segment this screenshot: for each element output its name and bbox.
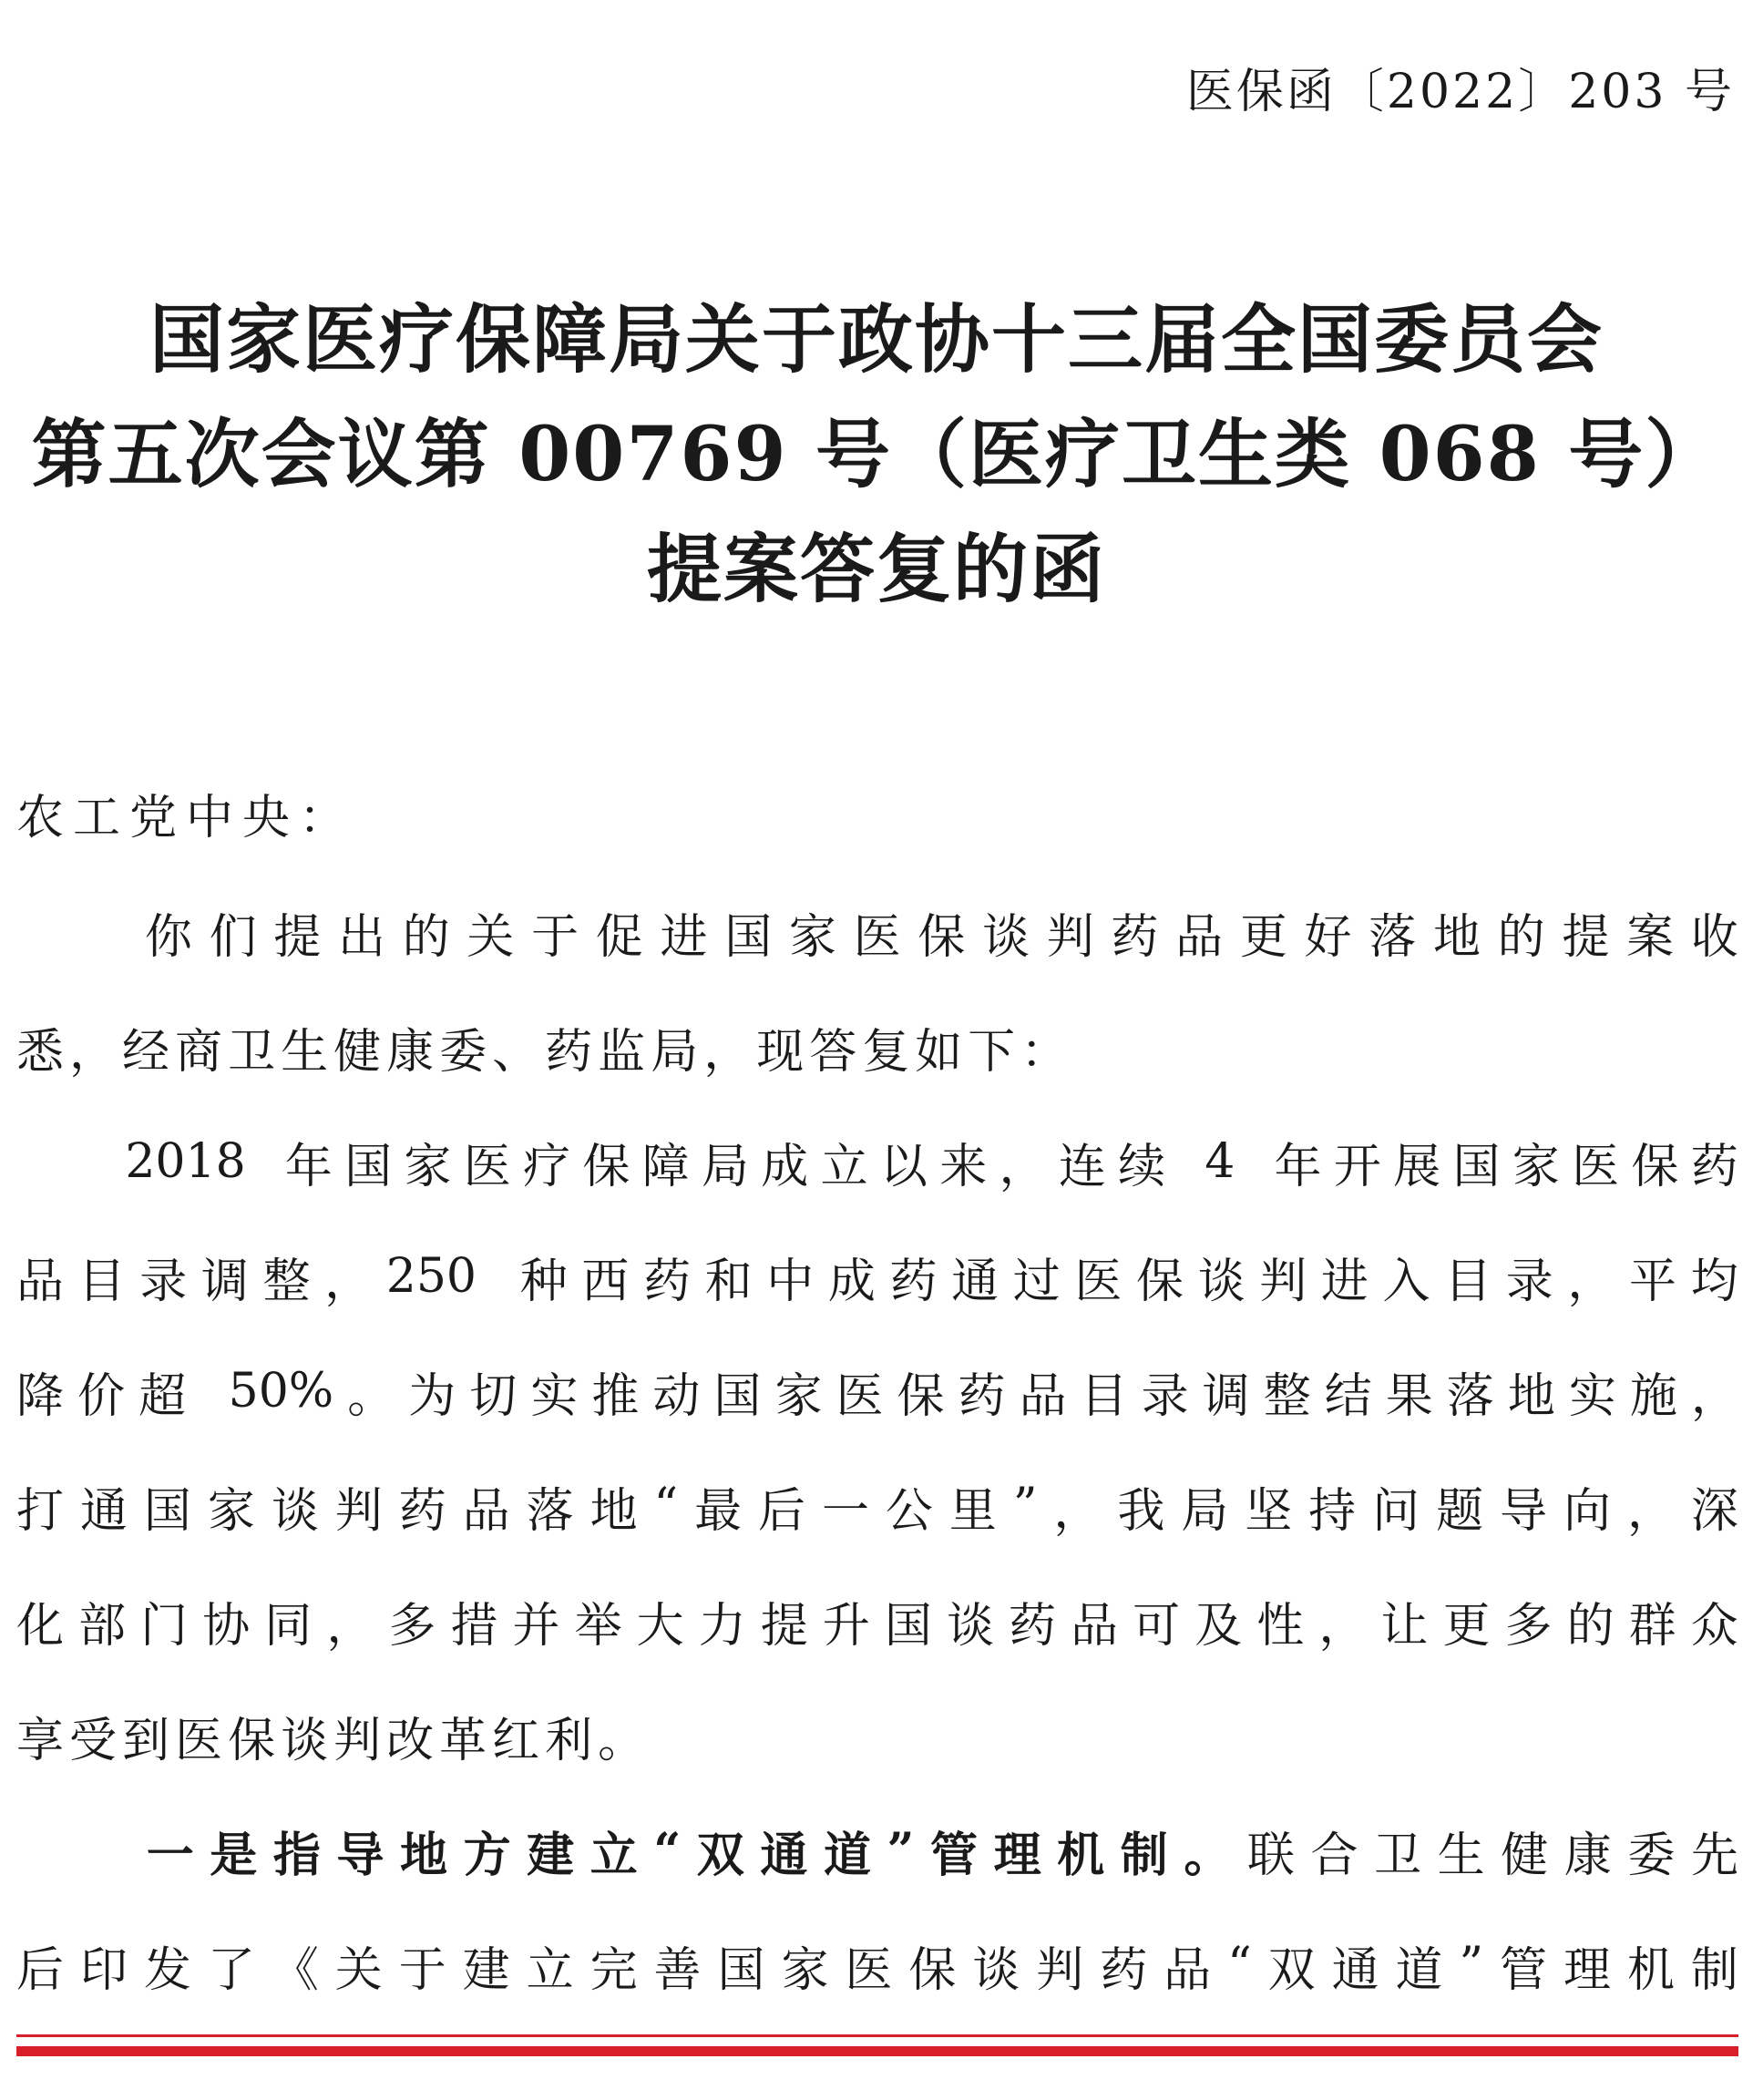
text-char: 品	[16, 1254, 65, 1309]
body-line	[16, 989, 1738, 1104]
text-char: 理	[1563, 1942, 1611, 1998]
text-char	[44, 1134, 59, 1189]
bold-heading-char: 立	[589, 1827, 638, 1883]
text-char: 让	[1380, 1598, 1429, 1654]
text-char: 谈	[281, 1713, 334, 1768]
text-char: 国	[1452, 1139, 1501, 1194]
text-char: 下	[968, 1024, 1021, 1080]
text-char: 案	[1626, 909, 1675, 965]
text-char: 家	[774, 1368, 823, 1424]
text-char: 群	[1628, 1598, 1676, 1654]
body-line	[16, 1334, 1738, 1449]
text-char: 化	[16, 1598, 65, 1654]
text-char	[1247, 1134, 1263, 1189]
text-char: 通	[79, 1483, 128, 1539]
text-char: 目	[1080, 1368, 1128, 1424]
text-char: ，	[703, 1024, 757, 1080]
text-char: 提	[1562, 909, 1610, 965]
text-char: 大	[636, 1598, 684, 1654]
text-char: 通	[951, 1254, 1000, 1309]
text-char: 提	[760, 1598, 808, 1654]
bold-heading-char: ”	[887, 1822, 915, 1879]
bold-heading-char: 道	[823, 1827, 871, 1883]
text-char: 了	[207, 1942, 255, 1998]
bold-heading-char: 是	[210, 1827, 258, 1883]
text-char: 受	[69, 1713, 123, 1768]
text-char	[97, 1134, 113, 1189]
text-char: 措	[450, 1598, 498, 1654]
body-line	[16, 1793, 1738, 1908]
text-char: 医	[1074, 1254, 1123, 1309]
text-char	[16, 1134, 32, 1189]
text-char: 家	[1512, 1139, 1560, 1194]
text-char: 举	[574, 1598, 622, 1654]
text-char: 调	[1202, 1368, 1250, 1424]
text-char: 录	[1505, 1254, 1553, 1309]
text-char: 续	[1118, 1139, 1166, 1194]
text-char: 药	[643, 1254, 692, 1309]
text-char: 复	[862, 1024, 916, 1080]
text-char: 品	[462, 1483, 510, 1539]
text-char: 一	[821, 1483, 869, 1539]
bold-heading-char	[49, 1823, 66, 1879]
text-char: 门	[140, 1598, 189, 1654]
text-char: 更	[1442, 1598, 1491, 1654]
text-char: 后	[758, 1483, 806, 1539]
text-char: 进	[1320, 1254, 1369, 1309]
text-char: 保	[1136, 1254, 1184, 1309]
text-char: 深	[1690, 1483, 1738, 1539]
text-char: 健	[333, 1024, 387, 1080]
text-char: 多	[388, 1598, 436, 1654]
text-char: 关	[466, 909, 515, 965]
text-char: 联	[1246, 1828, 1295, 1883]
text-char: 题	[1436, 1483, 1484, 1539]
text-char: 协	[202, 1598, 251, 1654]
text-char: 国	[717, 1942, 765, 1998]
text-char: 均	[1690, 1254, 1738, 1309]
text-char: 的	[1497, 909, 1545, 965]
text-char: 家	[404, 1139, 452, 1194]
text-char: 康	[386, 1024, 440, 1080]
text-char: 于	[398, 1942, 446, 1998]
text-char: 享	[16, 1713, 70, 1768]
bold-heading-char: 通	[760, 1827, 808, 1883]
text-char: 部	[78, 1598, 127, 1654]
text-char: 降	[16, 1368, 65, 1424]
text-char: 如	[915, 1024, 969, 1080]
text-char	[48, 905, 64, 959]
text-char: 实	[530, 1368, 579, 1424]
text-char: 管	[1500, 1942, 1548, 1998]
text-char: 2018	[125, 1134, 246, 1189]
text-char: 谈	[271, 1483, 319, 1539]
text-char: ：	[1020, 1024, 1074, 1080]
text-char: 同	[264, 1598, 313, 1654]
bold-heading-char: 一	[146, 1827, 194, 1883]
text-char: 问	[1372, 1483, 1420, 1539]
text-char: 家	[207, 1483, 255, 1539]
text-char: 目	[1444, 1254, 1492, 1309]
text-char: 你	[144, 909, 192, 965]
text-char: 局	[651, 1024, 704, 1080]
text-char: 障	[641, 1139, 690, 1194]
bold-heading-char: “	[653, 1822, 682, 1879]
text-char: 公	[885, 1483, 933, 1539]
text-char: 《	[271, 1942, 319, 1998]
text-char: ”	[1459, 1938, 1484, 1992]
text-char: 成	[761, 1139, 809, 1194]
text-char: 药	[958, 1368, 1006, 1424]
text-char: 局	[701, 1139, 749, 1194]
text-char: ，	[1626, 1483, 1675, 1539]
text-char: 整	[262, 1254, 311, 1309]
text-char: 药	[1100, 1942, 1148, 1998]
text-char: 目	[77, 1254, 126, 1309]
text-char: 落	[1369, 909, 1417, 965]
text-char: 可	[1133, 1598, 1181, 1654]
bold-heading-char: 管	[930, 1827, 979, 1883]
text-char	[71, 1134, 87, 1189]
text-char: 品	[1019, 1368, 1067, 1424]
text-char: 性	[1256, 1598, 1305, 1654]
text-char: 判	[1046, 909, 1094, 965]
text-char	[16, 905, 32, 959]
text-char: 利	[545, 1713, 599, 1768]
text-char: “	[653, 1479, 679, 1533]
text-char: 年	[1274, 1139, 1322, 1194]
text-char: 连	[1058, 1139, 1106, 1194]
text-char: 国	[724, 909, 773, 965]
text-char: 收	[1690, 909, 1738, 965]
text-char: 结	[1324, 1368, 1372, 1424]
text-char: 医	[845, 1942, 893, 1998]
text-char: 完	[589, 1942, 638, 1998]
text-char	[200, 1364, 215, 1419]
bold-heading-char: 建	[527, 1827, 575, 1883]
text-char: 整	[1263, 1368, 1311, 1424]
text-char: 于	[531, 909, 579, 965]
text-char: 及	[1194, 1598, 1243, 1654]
text-char: 药	[889, 1254, 938, 1309]
bold-heading-char	[16, 1823, 33, 1879]
text-char: 出	[337, 909, 385, 965]
text-char: 机	[1626, 1942, 1675, 1998]
text-char: 悉	[16, 1024, 70, 1080]
text-char: 落	[526, 1483, 574, 1539]
text-char: ，	[999, 1139, 1047, 1194]
text-char: 录	[1141, 1368, 1189, 1424]
text-char: 疗	[523, 1139, 571, 1194]
text-char	[80, 905, 96, 959]
text-char: 康	[1563, 1828, 1612, 1883]
text-char: 卫	[1374, 1828, 1422, 1883]
footer-rule-thin	[16, 2034, 1738, 2037]
text-char: 进	[660, 909, 708, 965]
text-char: 果	[1385, 1368, 1433, 1424]
text-char: ，	[1567, 1254, 1615, 1309]
text-char: 向	[1563, 1483, 1611, 1539]
text-char: 、	[492, 1024, 546, 1080]
text-char: ，	[1318, 1598, 1367, 1654]
text-char: 。	[347, 1368, 395, 1424]
text-char: 关	[334, 1942, 383, 1998]
text-char: 成	[827, 1254, 876, 1309]
text-char: “	[1227, 1938, 1252, 1992]
text-char: 双	[1267, 1942, 1316, 1998]
footer-rule-thick	[16, 2046, 1738, 2056]
text-char: 地	[1507, 1368, 1555, 1424]
text-char: 局	[1181, 1483, 1229, 1539]
text-char: 推	[591, 1368, 640, 1424]
text-char: 的	[1566, 1598, 1615, 1654]
text-char: 到	[122, 1713, 176, 1768]
text-char: 现	[756, 1024, 810, 1080]
body-line	[16, 875, 1738, 989]
body-line	[16, 1563, 1738, 1678]
text-char: 坚	[1245, 1483, 1293, 1539]
text-char: 地	[589, 1483, 638, 1539]
text-char: 医	[835, 1368, 884, 1424]
text-char: 保	[1631, 1139, 1679, 1194]
text-char: 施	[1629, 1368, 1677, 1424]
text-char: 先	[1690, 1828, 1738, 1883]
text-char: 通	[1331, 1942, 1379, 1998]
text-char: 入	[1382, 1254, 1430, 1309]
text-char: 过	[1012, 1254, 1061, 1309]
text-char: 保	[918, 909, 966, 965]
text-char: 国	[143, 1483, 191, 1539]
bold-heading-char: 方	[463, 1827, 511, 1883]
text-char: ”	[1012, 1479, 1038, 1533]
text-char: 持	[1308, 1483, 1357, 1539]
text-char: 们	[209, 909, 257, 965]
text-char: 保	[582, 1139, 630, 1194]
text-char: 药	[1111, 909, 1159, 965]
text-char: 委	[439, 1024, 493, 1080]
bold-heading-char: 机	[1057, 1827, 1105, 1883]
text-char: 里	[948, 1483, 997, 1539]
bold-heading-char: 。	[1184, 1827, 1232, 1883]
text-char: 国	[344, 1139, 393, 1194]
text-char: 导	[1500, 1483, 1548, 1539]
text-char: 谈	[946, 1598, 994, 1654]
text-char: 众	[1690, 1598, 1738, 1654]
text-char: 提	[273, 909, 322, 965]
text-char: 谈	[982, 909, 1030, 965]
text-char: 生	[1437, 1828, 1485, 1883]
text-char: 开	[1333, 1139, 1381, 1194]
text-char: 后	[16, 1942, 65, 1998]
text-char: 医	[175, 1713, 229, 1768]
text-char: 平	[1629, 1254, 1677, 1309]
text-char: 超	[138, 1368, 187, 1424]
bold-heading-char: 理	[993, 1827, 1041, 1883]
text-char: 善	[653, 1942, 702, 1998]
text-char: 力	[698, 1598, 746, 1654]
text-char: 谈	[972, 1942, 1020, 1998]
text-char: 来	[939, 1139, 988, 1194]
body-line	[16, 1219, 1738, 1334]
text-char: 和	[704, 1254, 753, 1309]
text-char: 印	[79, 1942, 128, 1998]
text-char: 家	[788, 909, 836, 965]
text-char: 250	[385, 1249, 477, 1304]
text-char: 生	[281, 1024, 334, 1080]
text-char: 品	[1164, 1942, 1212, 1998]
text-char: 。	[598, 1713, 651, 1768]
text-char: 保	[228, 1713, 282, 1768]
text-char: 我	[1117, 1483, 1165, 1539]
bold-heading-char: 导	[336, 1827, 384, 1883]
text-char: 地	[1432, 909, 1481, 965]
text-char: 4	[1205, 1134, 1235, 1189]
text-char: 并	[512, 1598, 560, 1654]
text-char: 答	[809, 1024, 863, 1080]
text-char: ，	[69, 1024, 123, 1080]
text-char: 药	[1690, 1139, 1738, 1194]
text-char: 更	[1239, 909, 1287, 965]
text-char: 切	[469, 1368, 518, 1424]
text-char: ，	[326, 1598, 374, 1654]
text-char: 中	[766, 1254, 815, 1309]
body-line	[16, 1104, 1738, 1219]
text-char: 立	[820, 1139, 868, 1194]
body-line	[16, 1449, 1738, 1563]
text-char: 保	[897, 1368, 945, 1424]
document-number: 医保函〔2022〕203 号	[1185, 65, 1735, 119]
bold-heading-char	[114, 1823, 130, 1879]
text-char: 改	[386, 1713, 440, 1768]
text-char: 药	[1009, 1598, 1057, 1654]
text-char	[113, 905, 128, 959]
text-char: ，	[324, 1254, 373, 1309]
text-char: ，	[1690, 1368, 1738, 1424]
text-char: 好	[1304, 909, 1352, 965]
body-text	[16, 875, 1738, 2023]
text-char: ，	[1053, 1483, 1102, 1539]
text-char: 监	[598, 1024, 651, 1080]
text-char	[258, 1134, 273, 1189]
text-char: 医	[853, 909, 901, 965]
text-char: 药	[398, 1483, 446, 1539]
text-char: 判	[334, 1483, 383, 1539]
text-char: 革	[439, 1713, 493, 1768]
text-char: 动	[652, 1368, 701, 1424]
text-char: 红	[492, 1713, 546, 1768]
text-char: 谈	[1197, 1254, 1246, 1309]
text-char: 打	[16, 1483, 65, 1539]
text-char: 判	[333, 1713, 387, 1768]
text-char: 道	[1395, 1942, 1443, 1998]
text-char: 西	[581, 1254, 630, 1309]
text-char: 家	[781, 1942, 829, 1998]
title-line-1: 国家医疗保障局关于政协十三届全国委员会	[149, 296, 1604, 384]
text-char: 判	[1259, 1254, 1307, 1309]
text-char: 医	[463, 1139, 511, 1194]
text-char: 的	[402, 909, 450, 965]
text-char: 多	[1504, 1598, 1553, 1654]
document-title	[0, 282, 1753, 627]
text-char: 制	[1690, 1942, 1738, 1998]
text-char: 50%	[228, 1364, 334, 1419]
bold-heading-char: 制	[1120, 1827, 1168, 1883]
bold-heading-char: 双	[696, 1827, 744, 1883]
body-line	[16, 1678, 1738, 1793]
text-char: 促	[595, 909, 643, 965]
text-char	[491, 1249, 507, 1304]
text-char: 调	[200, 1254, 249, 1309]
text-char: 医	[1572, 1139, 1620, 1194]
text-char: 升	[822, 1598, 870, 1654]
text-char: 以	[879, 1139, 928, 1194]
bold-heading-char	[81, 1823, 97, 1879]
text-char: 经	[122, 1024, 176, 1080]
text-char: 健	[1501, 1828, 1549, 1883]
text-char: 判	[1036, 1942, 1084, 1998]
text-char: 发	[143, 1942, 191, 1998]
text-char: 年	[284, 1139, 333, 1194]
text-char: 国	[884, 1598, 932, 1654]
text-char	[1177, 1134, 1193, 1189]
text-char: 最	[694, 1483, 743, 1539]
title-line-3: 提案答复的函	[646, 526, 1106, 613]
text-char: 品	[1071, 1598, 1119, 1654]
addressee: 农工党中央：	[16, 791, 356, 845]
text-char: 落	[1446, 1368, 1494, 1424]
text-char: 为	[408, 1368, 456, 1424]
text-char: 药	[545, 1024, 599, 1080]
bold-heading-char: 指	[272, 1827, 321, 1883]
title-line-2: 第五次会议第 00769 号（医疗卫生类 068 号）	[31, 411, 1722, 498]
text-char: 种	[519, 1254, 568, 1309]
text-char: 录	[139, 1254, 188, 1309]
text-char: 商	[175, 1024, 229, 1080]
text-char: 展	[1393, 1139, 1441, 1194]
bold-heading-char: 地	[400, 1827, 448, 1883]
text-char: 保	[908, 1942, 957, 1998]
text-char: 实	[1568, 1368, 1616, 1424]
text-char: 建	[462, 1942, 510, 1998]
text-char: 立	[526, 1942, 574, 1998]
text-char: 卫	[228, 1024, 282, 1080]
text-char: 价	[77, 1368, 126, 1424]
text-char: 品	[1175, 909, 1224, 965]
text-char: 委	[1627, 1828, 1676, 1883]
text-char: 合	[1310, 1828, 1358, 1883]
body-line	[16, 1908, 1738, 2023]
text-char: 国	[713, 1368, 762, 1424]
